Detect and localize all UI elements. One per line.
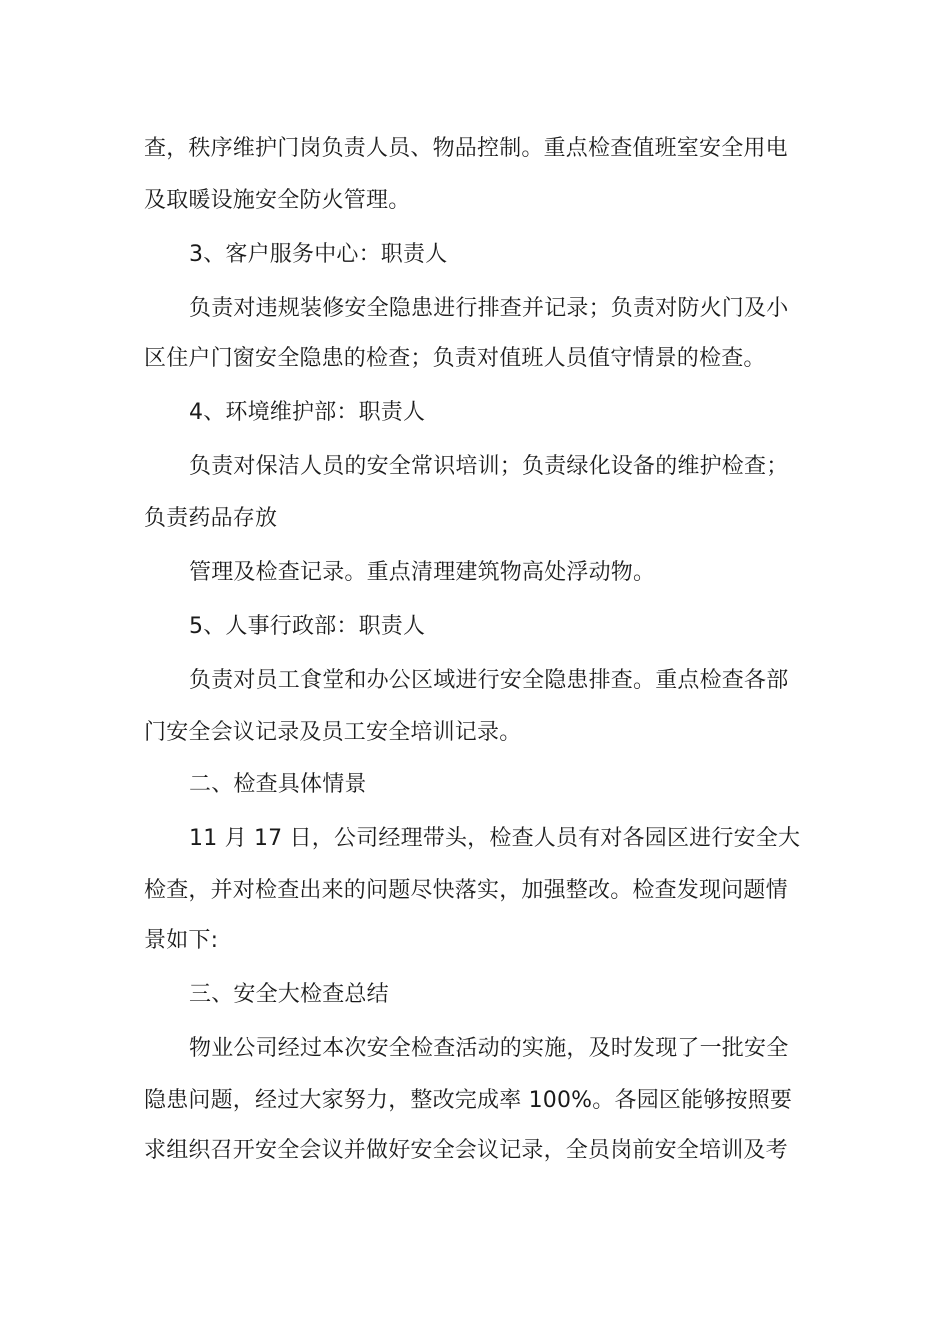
section-heading: 二、检查具体情景	[189, 772, 367, 797]
body-text-line: 门安全会议记录及员工安全培训记录。	[144, 720, 522, 745]
body-text-line: 检查，并对检查出来的问题尽快落实，加强整改。检查发现问题情	[144, 878, 788, 903]
body-text-line: 查，秩序维护门岗负责人员、物品控制。重点检查值班室安全用电	[144, 136, 788, 161]
body-text-line: 隐患问题，经过大家努力，整改完成率 100%。各园区能够按照要	[144, 1088, 793, 1113]
body-text-line: 负责对违规装修安全隐患进行排查并记录；负责对防火门及小	[189, 296, 789, 321]
body-text-line: 物业公司经过本次安全检查活动的实施，及时发现了一批安全	[189, 1036, 789, 1061]
body-text-line: 负责药品存放	[144, 506, 278, 531]
body-text-line: 负责对保洁人员的安全常识培训；负责绿化设备的维护检查；	[189, 454, 789, 479]
section-heading: 3、客户服务中心：职责人	[189, 242, 448, 267]
body-text-line: 管理及检查记录。重点清理建筑物高处浮动物。	[189, 560, 656, 585]
body-text-line: 区住户门窗安全隐患的检查；负责对值班人员值守情景的检查。	[144, 346, 766, 371]
section-heading: 5、人事行政部：职责人	[189, 614, 426, 639]
body-text-line: 景如下:	[144, 928, 219, 953]
body-text-line: 11 月 17 日，公司经理带头，检查人员有对各园区进行安全大	[189, 826, 801, 851]
section-heading: 4、环境维护部：职责人	[189, 400, 426, 425]
body-text-line: 求组织召开安全会议并做好安全会议记录，全员岗前安全培训及考	[144, 1138, 788, 1163]
body-text-line: 负责对员工食堂和办公区域进行安全隐患排查。重点检查各部	[189, 668, 789, 693]
section-heading: 三、安全大检查总结	[189, 982, 389, 1007]
body-text-line: 及取暖设施安全防火管理。	[144, 188, 411, 213]
